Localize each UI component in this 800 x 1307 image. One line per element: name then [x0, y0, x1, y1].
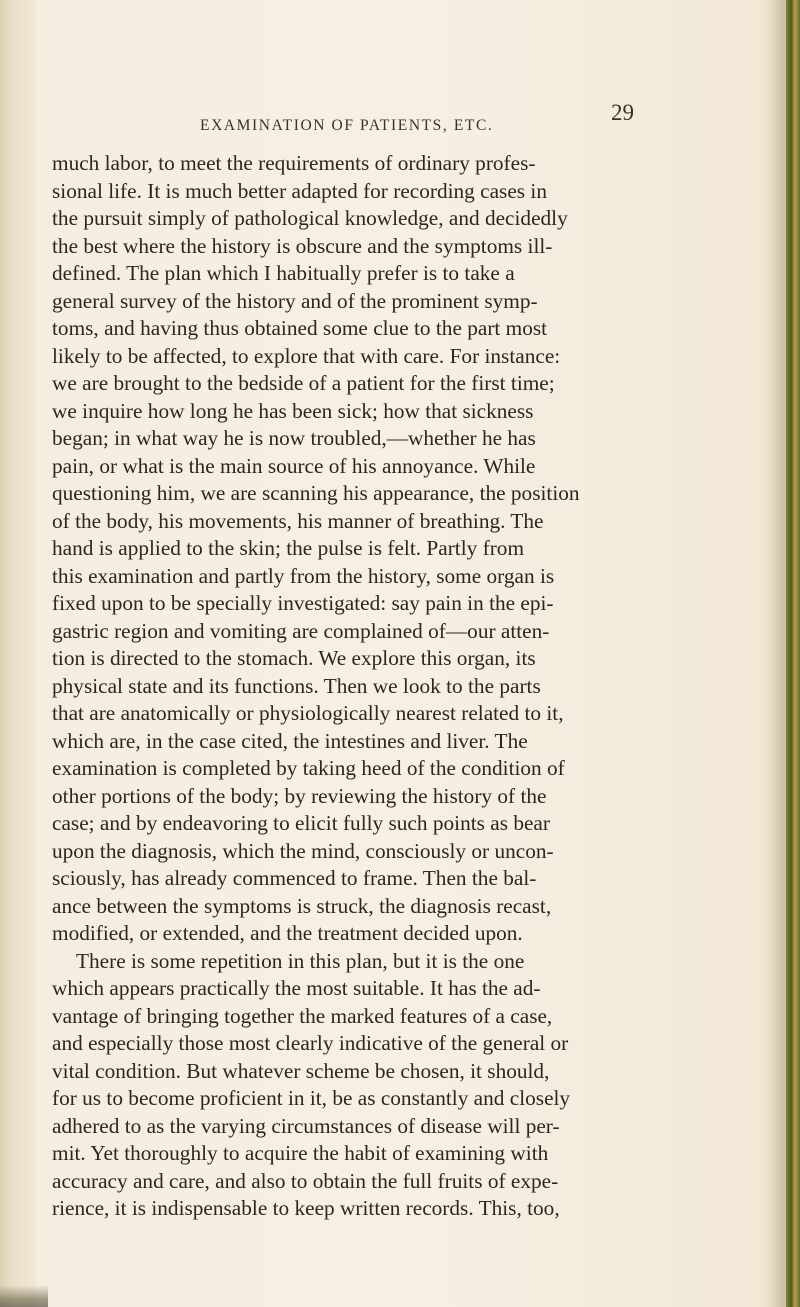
text-line: much labor, to meet the requirements of ordinary profes- [52, 151, 536, 175]
text-line: questioning him, we are scanning his appearance, the position [52, 481, 580, 505]
text-line: general survey of the history and of the prominent symp- [52, 288, 538, 313]
text-line: other portions of the body; by reviewing the history of the [52, 783, 547, 808]
text-line: modified, or extended, and the treatment decided upon. [52, 921, 523, 945]
body-text [52, 150, 776, 1223]
text-line: sciously, has already commenced to frame. Then the bal- [52, 866, 537, 890]
text-line: which appears practically the most suitable. It has the ad- [52, 976, 541, 1000]
text-line: we are brought to the bedside of a patient for the first time; [52, 371, 555, 395]
text-line: There is some repetition in this plan, but it is the one [76, 948, 525, 973]
text-line: case; and by endeavoring to elicit fully such points as bear [52, 811, 550, 835]
book-cover-edge [786, 0, 800, 1307]
text-line: tion is directed to the stomach. We explore this organ, its [52, 646, 536, 670]
text-line: physical state and its functions. Then we look to the parts [52, 673, 541, 698]
text-line: the pursuit simply of pathological knowledge, and decidedly [52, 206, 568, 230]
text-line: we inquire how long he has been sick; how that sickness [52, 398, 534, 423]
running-head: EXAMINATION OF PATIENTS, ETC. [200, 117, 494, 134]
text-line: toms, and having thus obtained some clue to the part most [52, 316, 548, 340]
text-line: and especially those most clearly indicative of the general or [52, 1031, 569, 1055]
text-line: which are, in the case cited, the intestines and liver. The [52, 728, 528, 753]
text-line: for us to become proficient in it, be as constantly and closely [52, 1086, 571, 1110]
text-line: the best where the history is obscure and the symptoms ill- [52, 233, 553, 258]
text-line: vital condition. But whatever scheme be chosen, it should, [52, 1058, 550, 1083]
text-line: that are anatomically or physiologically nearest related to it, [52, 701, 564, 725]
page-gutter [0, 0, 36, 1307]
text-line: pain, or what is the main source of his annoyance. While [52, 453, 536, 478]
text-line: upon the diagnosis, which the mind, consciously or uncon- [52, 838, 554, 863]
page-corner-shadow [0, 1285, 48, 1307]
text-line: began; in what way he is now troubled,—whether he has [52, 426, 536, 450]
text-line: of the body, his movements, his manner of breathing. The [52, 508, 544, 533]
text-line: examination is completed by taking heed of the condition of [52, 756, 565, 780]
text-line: defined. The plan which I habitually prefer is to take a [52, 261, 515, 285]
page-number: 29 [611, 100, 634, 125]
text-line: likely to be affected, to explore that with care. For instance: [52, 343, 561, 368]
text-line: rience, it is indispensable to keep written records. This, too, [52, 1196, 560, 1220]
text-line: adhered to as the varying circumstances of disease will per- [52, 1113, 560, 1138]
text-line: ance between the symptoms is struck, the diagnosis recast, [52, 893, 552, 918]
text-line: gastric region and vomiting are complained of—our atten- [52, 618, 550, 643]
text-line: sional life. It is much better adapted for recording cases in [52, 178, 547, 203]
text-line: vantage of bringing together the marked features of a case, [52, 1003, 553, 1028]
text-line: fixed upon to be specially investigated: say pain in the epi- [52, 591, 554, 615]
text-line: this examination and partly from the history, some organ is [52, 563, 555, 588]
text-line: mit. Yet thoroughly to acquire the habit of examining with [52, 1141, 549, 1165]
text-line: hand is applied to the skin; the pulse is felt. Partly from [52, 536, 525, 560]
text-line: accuracy and care, and also to obtain the full fruits of expe- [52, 1168, 559, 1193]
